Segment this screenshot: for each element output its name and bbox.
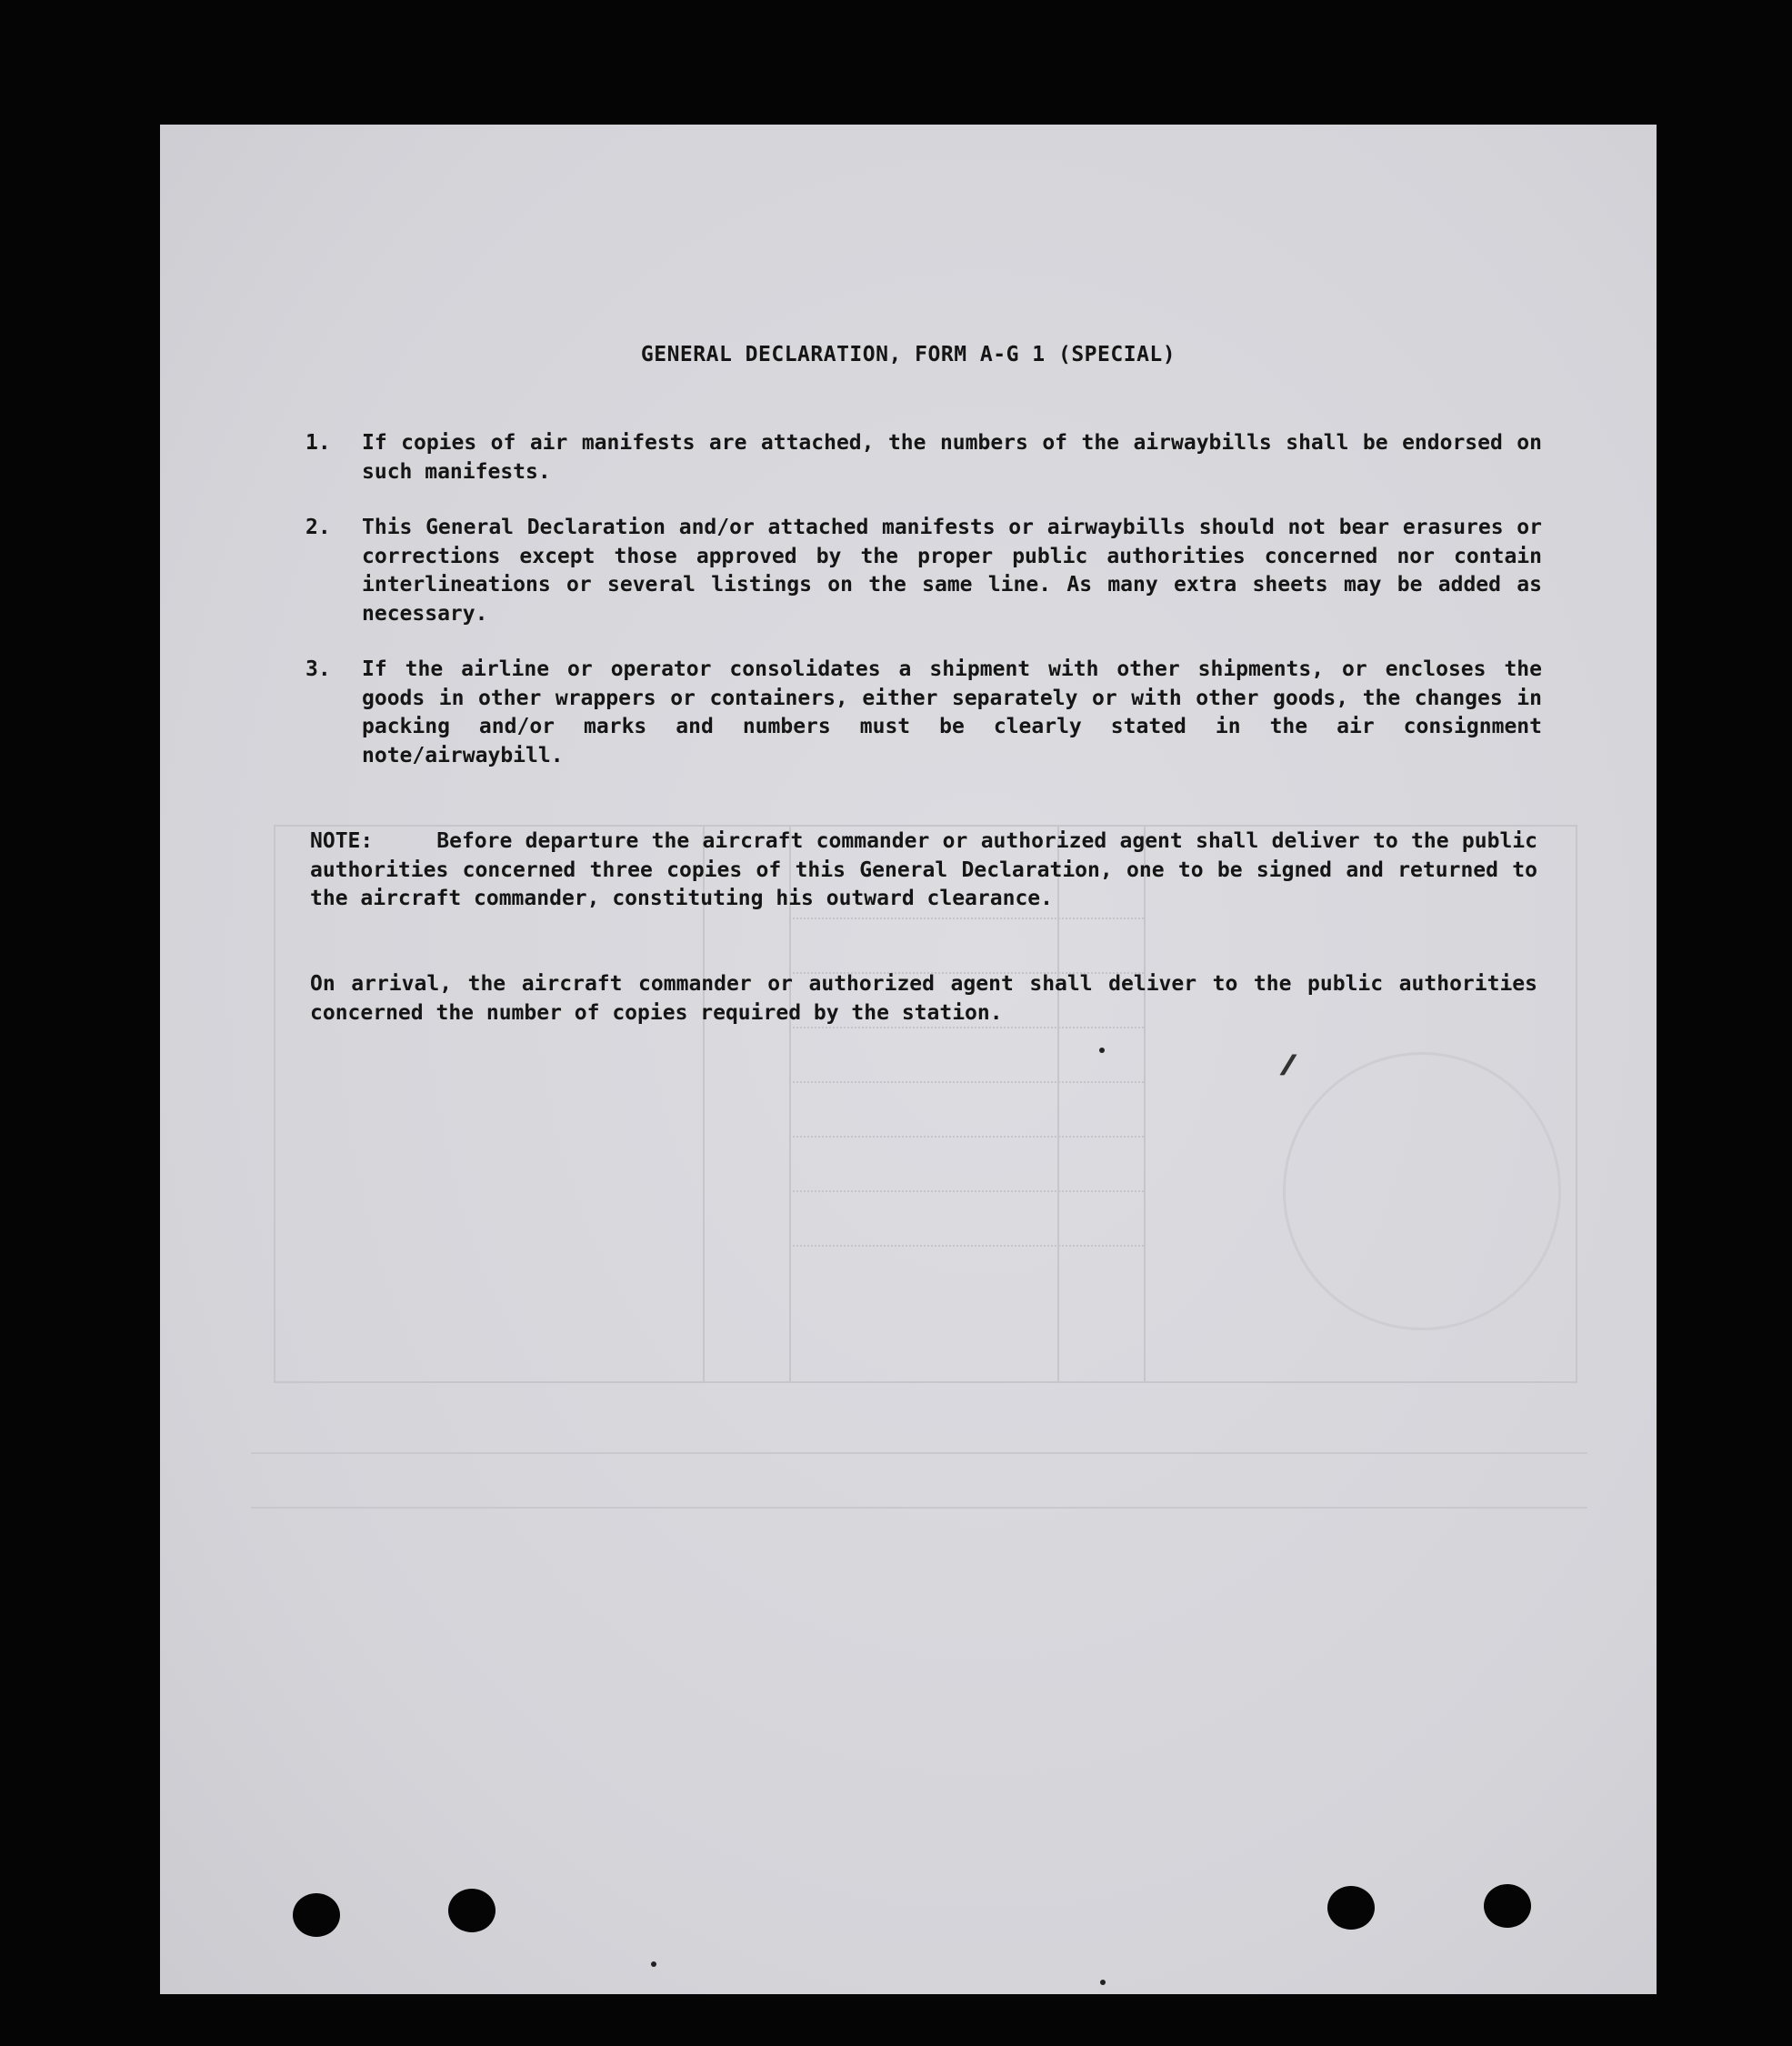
instruction-item-1 xyxy=(305,429,1542,486)
item-text: If copies of air manifests are attached, the numbers of the airwaybills shall be endorsed on such manifests. xyxy=(362,431,1542,484)
note-label: NOTE: xyxy=(310,829,374,853)
instruction-item-2 xyxy=(305,514,1542,628)
note-paragraph xyxy=(310,827,1537,914)
arrival-paragraph: On arrival, the aircraft commander or authorized agent shall deliver to the public authorities concerned the number of copies required by the station. xyxy=(310,972,1537,1025)
faint-stamp-circle xyxy=(1283,1052,1561,1330)
bleed-through-rule xyxy=(251,1507,1587,1509)
document-title: GENERAL DECLARATION, FORM A-G 1 (SPECIAL) xyxy=(640,343,1176,366)
punch-hole xyxy=(293,1893,340,1937)
speck xyxy=(1099,1048,1105,1053)
bleed-through-rule xyxy=(251,1452,1587,1454)
item-number: 2. xyxy=(305,516,331,539)
instruction-item-3 xyxy=(305,656,1542,770)
item-text: This General Declaration and/or attached manifests or airwaybills should not bear erasures or corrections except those approved by the proper public authorities concerned nor contain interlineations or several listings on the same line. As many extra sheets may be added as necessary. xyxy=(362,516,1542,626)
item-number: 3. xyxy=(305,657,331,681)
note-text: Before departure the aircraft commander or authorized agent shall deliver to the public authorities concerned three copies of this General Declaration, one to be signed and returned to the aircraft commander, constituting his outward clearance. xyxy=(310,829,1537,910)
document-sheet xyxy=(160,125,1657,1994)
speck xyxy=(651,1961,656,1967)
item-number: 1. xyxy=(305,431,331,455)
speck xyxy=(1100,1980,1106,1985)
punch-hole xyxy=(1484,1884,1531,1928)
punch-hole xyxy=(1327,1886,1375,1930)
item-text: If the airline or operator consolidates a shipment with other shipments, or encloses the goods in other wrappers or containers, either separately or with other goods, the changes in packing and/or marks and numbers must be clearly stated in the air consignment note/airwaybill. xyxy=(362,657,1542,767)
punch-hole xyxy=(448,1889,496,1932)
